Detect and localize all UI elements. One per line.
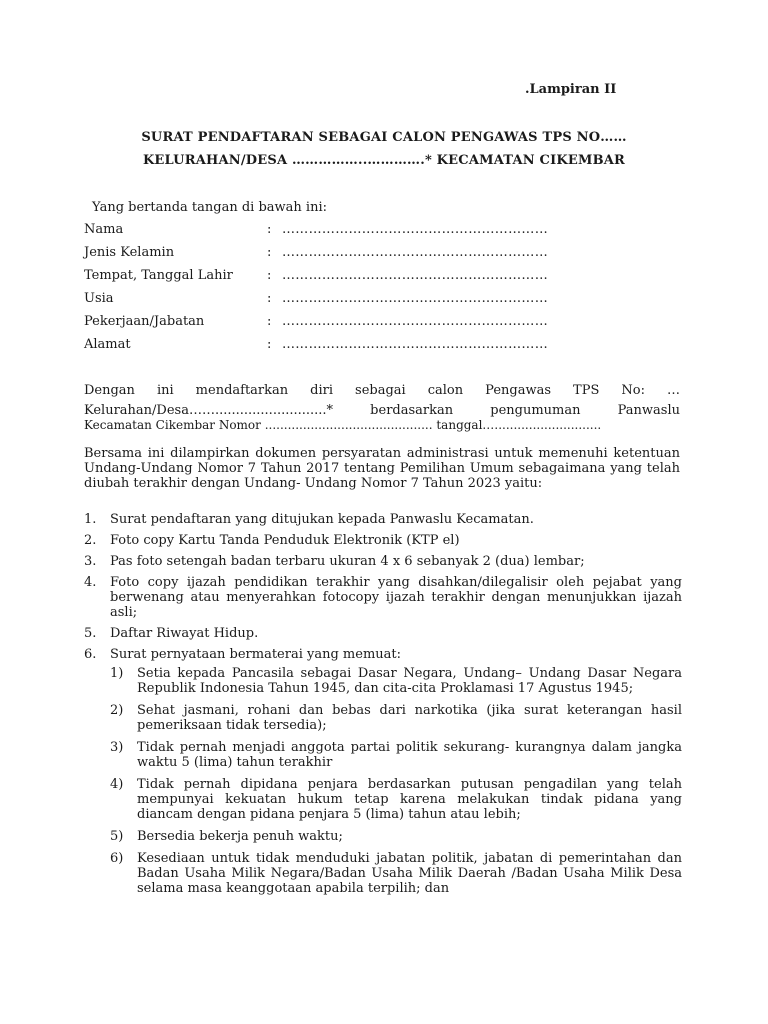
document-subtitle: KELURAHAN/DESA ……………..………….* KECAMATAN CIKEMBAR bbox=[142, 153, 626, 168]
field-label: Alamat bbox=[84, 337, 131, 352]
field-label: Nama bbox=[84, 222, 124, 237]
field-colon: : bbox=[267, 222, 272, 237]
attachment-label: .Lampiran II bbox=[525, 82, 617, 97]
field-blank: …………………………………………………… bbox=[282, 337, 548, 352]
field-colon: : bbox=[267, 291, 272, 306]
field-blank: …………………………………………………… bbox=[282, 245, 548, 260]
field-label: Tempat, Tanggal Lahir bbox=[84, 268, 233, 283]
field-colon: : bbox=[267, 337, 272, 352]
statement-sublist bbox=[110, 666, 682, 896]
list-item: 2. Foto copy Kartu Tanda Penduduk Elektronik (KTP el) bbox=[84, 533, 460, 548]
sub-list-item: 3) Tidak pernah menjadi anggota partai politik sekurang- kurangnya dalam jangka waktu 5 (lima) tahun terakhir bbox=[110, 740, 682, 770]
list-item: 3. Pas foto setengah badan terbaru ukuran 4 x 6 sebanyak 2 (dua) lembar; bbox=[84, 554, 585, 569]
registration-line-2: Kelurahan/Desa……...........................* berdasarkan pengumuman Panwaslu bbox=[84, 403, 680, 418]
intro-text: Yang bertanda tangan di bawah ini: bbox=[92, 200, 327, 215]
list-item: 6. Surat pernyataan bermaterai yang memuat: 1) Setia kepada Pancasila sebagai Dasar Negara, Undang– Undang Dasar Negara Republik Indonesia Tahun 1945, dan cita-cita Proklamasi 17 Agustus 1945; 2) Sehat jasmani, rohani dan bebas dari narkotika (jika surat keterangan hasil pemeriksaan tidak tersedia); 3) Tidak pernah menjadi anggota partai politik sekurang- kurangnya dalam jangka waktu 5 (lima) tahun terakhir 4) Tidak pernah dipidana penjara berdasarkan putusan pengadilan yang telah mempunyai kekuatan hukum tetap karena melakukan tindak pidana yang diancam dengan pidana penjara 5 (lima) tahun atau lebih; 5) Bersedia bekerja penuh waktu; 6) Kesediaan untuk tidak menduduki jabatan politik, jabatan di pemerintahan dan Badan Usaha Milik Negara/Badan Usaha Milik Daerah /Badan Usaha Milik Desa selama masa keanggotaan apabila terpilih; dan bbox=[84, 647, 682, 896]
document-title: SURAT PENDAFTARAN SEBAGAI CALON PENGAWAS TPS NO…… bbox=[141, 130, 627, 145]
sub-list-item: 5) Bersedia bekerja penuh waktu; bbox=[110, 829, 343, 844]
registration-line-1: Dengan ini mendaftarkan diri sebagai calon Pengawas TPS No: … bbox=[84, 383, 680, 398]
field-colon: : bbox=[267, 268, 272, 283]
registration-line-3: Kecamatan Cikembar Nomor ............................................ tanggal.…........................... bbox=[84, 418, 602, 432]
registration-paragraph bbox=[84, 383, 680, 433]
list-item: 5. Daftar Riwayat Hidup. bbox=[84, 626, 259, 641]
field-label: Pekerjaan/Jabatan bbox=[84, 314, 205, 329]
list-item: 1. Surat pendaftaran yang ditujukan kepada Panwaslu Kecamatan. bbox=[84, 512, 534, 527]
field-label: Usia bbox=[84, 291, 114, 306]
field-blank: …………………………………………………… bbox=[282, 222, 548, 237]
list-item: 4. Foto copy ijazah pendidikan terakhir yang disahkan/dilegalisir oleh pejabat yang berwenang atau menyerahkan fotocopy ijazah terakhir dengan menunjukkan ijazah asli; bbox=[84, 575, 682, 620]
field-blank: …………………………………………………… bbox=[282, 314, 548, 329]
field-colon: : bbox=[267, 245, 272, 260]
field-blank: …………………………………………………… bbox=[282, 268, 548, 283]
sub-list-item: 2) Sehat jasmani, rohani dan bebas dari narkotika (jika surat keterangan hasil pemeriksaan tidak tersedia); bbox=[110, 703, 682, 733]
sub-list-item: 6) Kesediaan untuk tidak menduduki jabatan politik, jabatan di pemerintahan dan Badan Usaha Milik Negara/Badan Usaha Milik Daerah /Badan Usaha Milik Desa selama masa keanggotaan apabila terpilih; dan bbox=[110, 851, 682, 896]
field-label: Jenis Kelamin bbox=[84, 245, 175, 260]
field-blank: …………………………………………………… bbox=[282, 291, 548, 306]
field-colon: : bbox=[267, 314, 272, 329]
requirements-list bbox=[84, 512, 682, 903]
sub-list-item: 4) Tidak pernah dipidana penjara berdasarkan putusan pengadilan yang telah mempunyai kekuatan hukum tetap karena melakukan tindak pidana yang diancam dengan pidana penjara 5 (lima) tahun atau lebih; bbox=[110, 777, 682, 822]
sub-list-item: 1) Setia kepada Pancasila sebagai Dasar Negara, Undang– Undang Dasar Negara Republik Indonesia Tahun 1945, dan cita-cita Proklamasi 17 Agustus 1945; bbox=[110, 666, 682, 696]
attachment-paragraph: Bersama ini dilampirkan dokumen persyaratan administrasi untuk memenuhi ketentuan Undang-Undang Nomor 7 Tahun 2017 tentang Pemilihan Umum sebagaimana yang telah diubah terakhir dengan Undang- Undang Nomor 7 Tahun 2023 yaitu: bbox=[84, 446, 680, 491]
